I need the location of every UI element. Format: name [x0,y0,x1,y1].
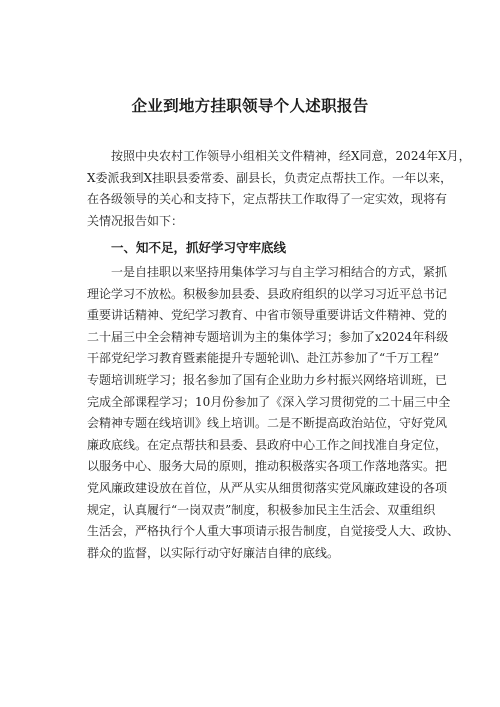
text-line: 规定，认真履行“一岗双责”制度，积极参加民主生活会、双重组织 [87,502,436,517]
section-paragraph [87,262,460,564]
text-line: 在各级领导的关心和支持下，定点帮扶工作取得了一定实效，现将有 [87,192,448,207]
text-line: 一是自挂职以来坚持用集体学习与自主学习相结合的方式，紧抓 [111,265,448,279]
text-line: 关情况报告如下： [87,213,184,228]
text-line: 二十届三中全会精神专题培训为主的集体学习；参加了x2024年科级 [87,329,449,344]
text-line: 生活会，严格执行个人重大事项请示报告制度，自觉接受人大、政协、 [87,524,460,539]
text-line: 干部党纪学习教育暨素能提升专题轮训\、赴江苏参加了“千万工程” [87,351,440,366]
section-heading: 一、知不足，抓好学习守牢底线 [111,240,287,255]
text-line: 完成全部课程学习；10月份参加了《深入学习贯彻党的二十届三中全 [87,394,451,409]
intro-paragraph [87,146,471,232]
text-line: 专题培训班学习；报名参加了国有企业助力乡村振兴网络培训班，已 [87,372,448,387]
text-line: 廉政底线。在定点帮扶和县委、县政府中心工作之间找准自身定位， [87,437,448,452]
text-line: 理论学习不放松。积极参加县委、县政府组织的以学习习近平总书记 [87,286,448,301]
text-line: 群众的监督，以实际行动守好廉洁自律的底线。 [87,545,340,560]
text-line: 党风廉政建设放在首位，从严从实从细贯彻落实党风廉政建设的各项 [87,480,448,495]
text-line: 会精神专题在线培训》线上培训。二是不断提高政治站位，守好党风 [87,416,448,431]
text-line: 以服务中心、服务大局的原则，推动积极落实各项工作落地落实。把 [87,459,448,474]
text-line: 重要讲话精神、党纪学习教育、中省市领导重要讲话文件精神、党的 [87,308,448,323]
document-title: 企业到地方挂职领导个人述职报告 [131,97,369,115]
text-line: 按照中央农村工作领导小组相关文件精神，经X同意，2024年X月， [111,149,471,163]
text-line: X委派我到X挂职县委常委、副县长，负责定点帮扶工作。一年以来， [87,170,453,185]
